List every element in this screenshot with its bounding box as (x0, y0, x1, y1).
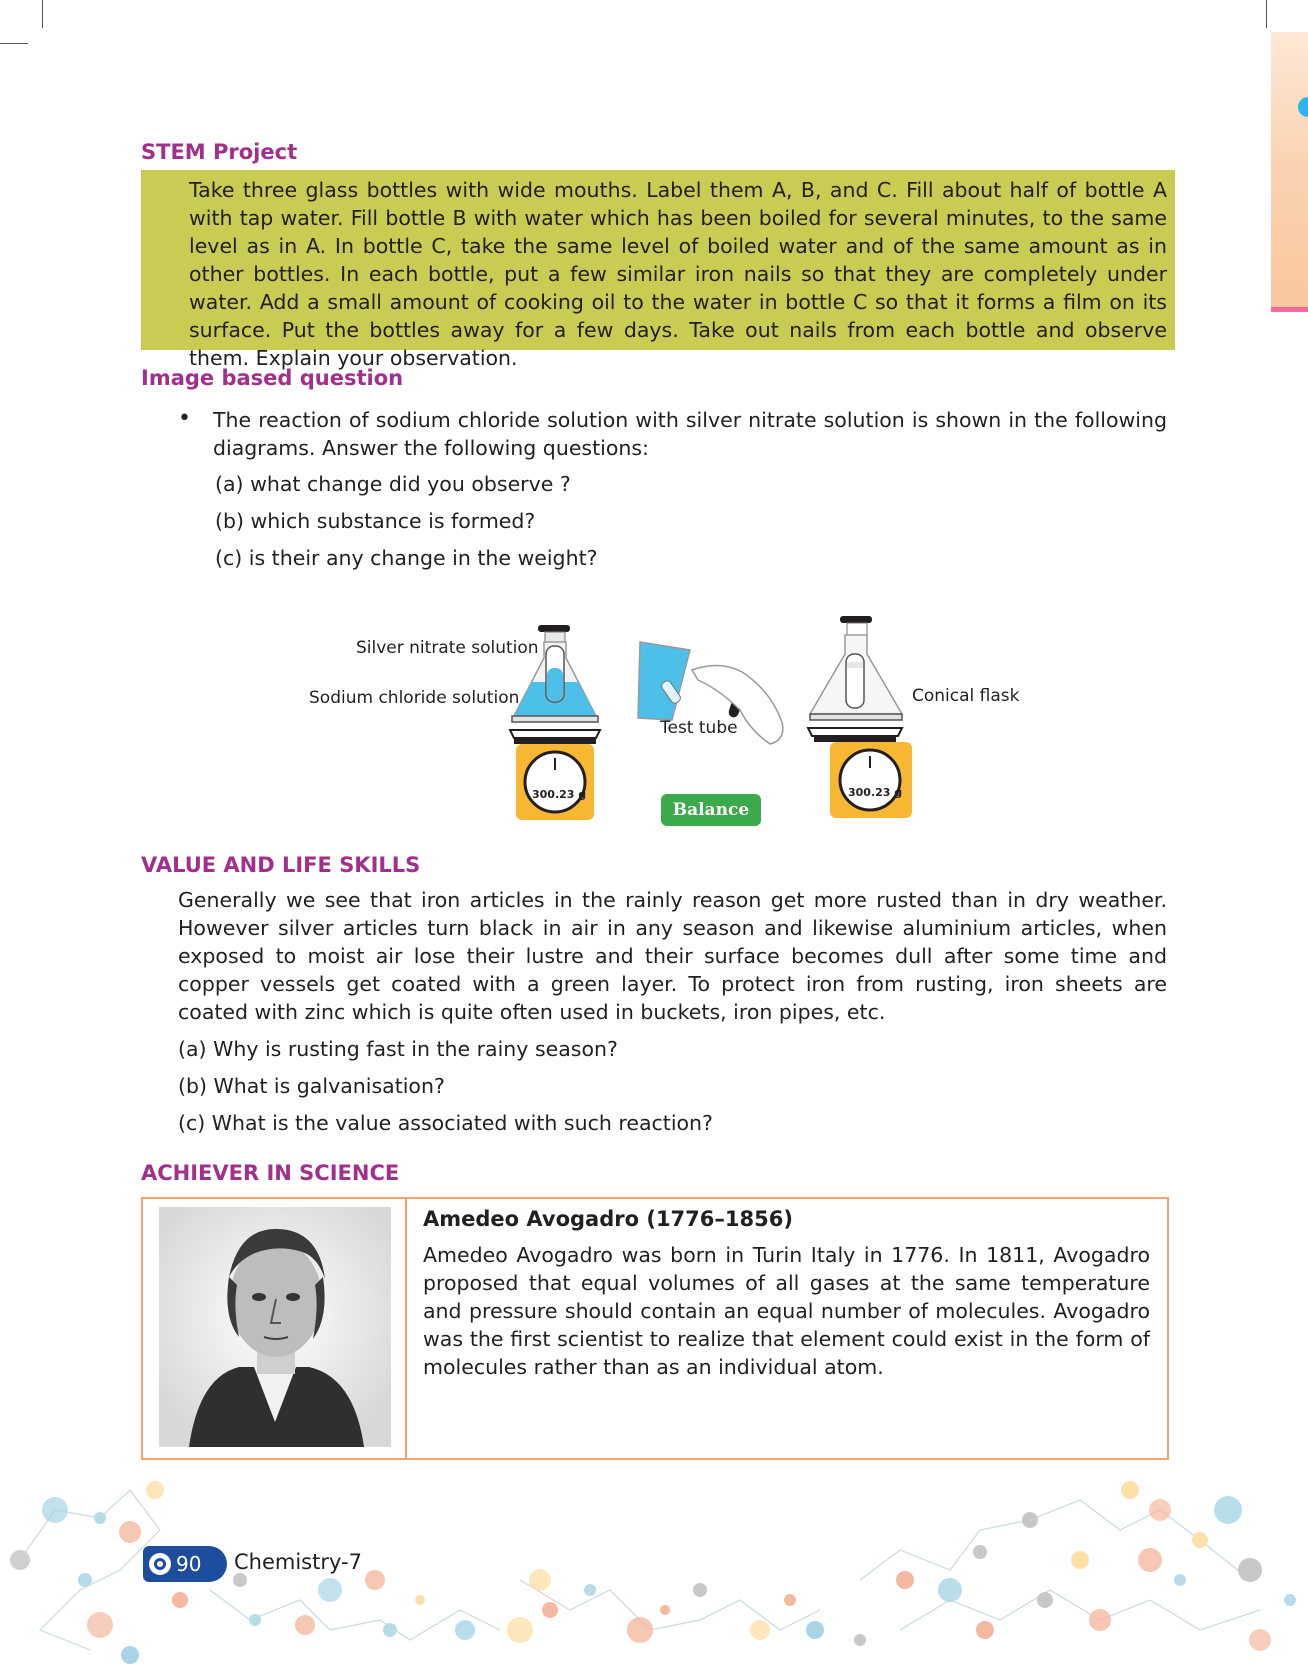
crop-mark-top-left-v (42, 0, 43, 28)
stem-heading: STEM Project (141, 140, 298, 164)
avogadro-portrait (159, 1207, 391, 1447)
vls-question-c: (c) What is the value associated with such reaction? (178, 1111, 713, 1135)
chapter-side-tab (1271, 32, 1308, 312)
reaction-diagram (300, 610, 1020, 840)
label-silver-nitrate: Silver nitrate solution (356, 638, 539, 658)
page-number-badge (143, 1546, 227, 1582)
scale-reading-left: 300.23 g (532, 788, 587, 801)
vls-question-a: (a) Why is rusting fast in the rainy season? (178, 1037, 618, 1061)
value-life-skills-block (178, 886, 1167, 1137)
bullet: • (178, 406, 191, 431)
value-life-skills-heading: VALUE AND LIFE SKILLS (141, 853, 421, 877)
image-question-lead: The reaction of sodium chloride solution with silver nitrate solution is shown in the following diagrams. Answer the following questions: (213, 408, 1167, 460)
question-a: (a) what change did you observe ? (215, 472, 571, 496)
question-b: (b) which substance is formed? (215, 509, 536, 533)
label-sodium-chloride: Sodium chloride solution (309, 688, 520, 708)
stem-text: Take three glass bottles with wide mouths. Label them A, B, and C. Fill about half of bottle A with tap water. Fill bottle B with water which has been boiled for several minutes, to the same level as in A. In bottle C, take the same level of boiled water and of the same amount as in other bottles. In each bottle, put a few similar iron nails so that they are completely under water. Add a small amount of cooking oil to the water in bottle C so that it forms a film on its surface. Put the bottles away for a few days. Take out nails from each bottle and observe them. Explain your observation. (189, 178, 1167, 370)
image-question-heading: Image based question (141, 366, 404, 390)
crop-mark-top-left-h (0, 43, 28, 44)
achiever-heading: ACHIEVER IN SCIENCE (141, 1161, 400, 1185)
achiever-box (141, 1197, 1169, 1460)
page-number: 90 (176, 1552, 202, 1576)
book-title: Chemistry-7 (234, 1550, 362, 1574)
label-balance: Balance (661, 794, 761, 826)
vls-question-b: (b) What is galvanisation? (178, 1074, 445, 1098)
value-life-skills-text: Generally we see that iron articles in the rainly reason get more rusted than in dry weather. However silver articles turn black in air in any season and likewise aluminium articles, when exposed to moist air lose their lustre and their surface becomes dull after some time and copper vessels get coated with a green layer. To protect iron from rusting, iron sheets are coated with zinc which is quite often used in buckets, iron pipes, etc. (178, 888, 1167, 1024)
question-c: (c) is their any change in the weight? (215, 546, 598, 570)
achiever-name: Amedeo Avogadro (1776–1856) (423, 1207, 793, 1231)
stem-box (141, 170, 1175, 370)
label-test-tube: Test tube (660, 718, 738, 738)
achiever-divider (405, 1199, 407, 1458)
label-conical-flask: Conical flask (912, 686, 1020, 706)
swirl-icon (149, 1553, 171, 1575)
scale-reading-right: 300.23 g (848, 786, 903, 799)
achiever-text: Amedeo Avogadro was born in Turin Italy in 1776. In 1811, Avogadro proposed that equal volumes of all gases at the same temperature and pressure should contain an equal number of molecules. Avogadro was the first scientist to realize that element could exist in the form of molecules rather than as an individual atom. (423, 1243, 1150, 1379)
crop-mark-top-right-v (1266, 0, 1267, 28)
